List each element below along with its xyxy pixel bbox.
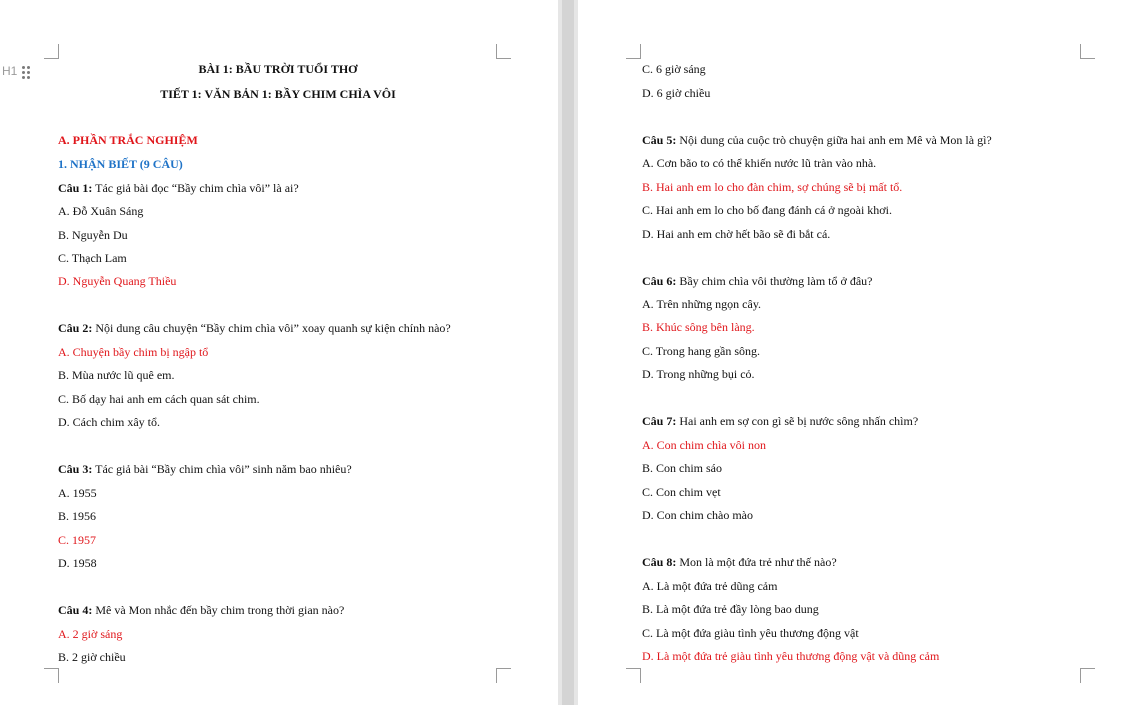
margin-corner-mark (496, 668, 511, 683)
answer-option: B. 2 giờ chiều (58, 650, 126, 664)
document-title: BÀI 1: BẦU TRỜI TUỔI THƠ (198, 62, 358, 76)
document-page-left (0, 0, 558, 705)
correct-answer-option: B. Khúc sông bên làng. (642, 320, 755, 334)
answer-option: D. Trong những bụi cỏ. (642, 367, 755, 381)
correct-answer-option: A. Con chim chìa vôi non (642, 438, 766, 452)
question-text: Mê và Mon nhắc đến bầy chim trong thời gian nào? (92, 603, 345, 617)
question-2 (58, 321, 451, 335)
answer-option: C. Trong hang gần sông. (642, 344, 761, 358)
question-text: Tác giả bài “Bầy chim chìa vôi” sinh năm bao nhiêu? (92, 462, 352, 476)
question-text: Nội dung của cuộc trò chuyện giữa hai anh em Mê và Mon là gì? (676, 133, 992, 147)
answer-option: A. Cơn bão to có thể khiến nước lũ tràn vào nhà. (642, 156, 877, 170)
answer-option: B. Con chim sáo (642, 461, 722, 475)
correct-answer-option: A. Chuyện bầy chim bị ngập tổ (58, 345, 209, 359)
page-gutter (562, 0, 574, 705)
answer-option: A. 1955 (58, 486, 97, 500)
question-label: Câu 2: (58, 321, 93, 335)
question-label: Câu 6: (642, 274, 677, 288)
question-7 (642, 414, 918, 428)
section-heading: A. PHẦN TRẮC NGHIỆM (58, 133, 198, 147)
question-text: Nội dung câu chuyện “Bầy chim chìa vôi” xoay quanh sự kiện chính nào? (92, 321, 451, 335)
question-label: Câu 3: (58, 462, 93, 476)
question-6 (642, 274, 873, 288)
answer-option: C. Thạch Lam (58, 251, 127, 265)
answer-option: C. Bố dạy hai anh em cách quan sát chim. (58, 392, 260, 406)
question-label: Câu 8: (642, 555, 677, 569)
drag-handle-icon[interactable] (22, 64, 32, 78)
question-label: Câu 7: (642, 414, 677, 428)
question-text: Bầy chim chìa vôi thường làm tổ ở đâu? (676, 274, 873, 288)
answer-option: B. Là một đứa trẻ đầy lòng bao dung (642, 602, 819, 616)
answer-option: C. Là một đứa giàu tình yêu thương động vật (642, 626, 859, 640)
document-subtitle: TIẾT 1: VĂN BẢN 1: BẦY CHIM CHÌA VÔI (160, 87, 396, 101)
answer-option: D. 6 giờ chiều (642, 86, 711, 100)
answer-option: C. Con chim vẹt (642, 485, 721, 499)
answer-option: C. Hai anh em lo cho bố đang đánh cá ở ngoài khơi. (642, 203, 892, 217)
question-text: Mon là một đứa trẻ như thế nào? (676, 555, 837, 569)
question-5 (642, 133, 992, 147)
heading-style-marker: H1 (2, 64, 18, 78)
answer-option: D. Hai anh em chờ hết bão sẽ đi bắt cá. (642, 227, 831, 241)
correct-answer-option: B. Hai anh em lo cho đàn chim, sợ chúng sẽ bị mất tổ. (642, 180, 903, 194)
margin-corner-mark (626, 44, 641, 59)
question-label: Câu 4: (58, 603, 93, 617)
question-3 (58, 462, 352, 476)
correct-answer-option: D. Nguyễn Quang Thiều (58, 274, 177, 288)
answer-option: D. Cách chim xây tổ. (58, 415, 160, 429)
answer-option: B. 1956 (58, 509, 97, 523)
answer-option: A. Trên những ngọn cây. (642, 297, 762, 311)
correct-answer-option: C. 1957 (58, 533, 97, 547)
correct-answer-option: A. 2 giờ sáng (58, 627, 123, 641)
subsection-heading: 1. NHẬN BIẾT (9 CÂU) (58, 157, 183, 171)
question-text: Tác giả bài đọc “Bầy chim chìa vôi” là ai? (92, 181, 299, 195)
question-8 (642, 555, 837, 569)
margin-corner-mark (496, 44, 511, 59)
answer-option: D. Con chim chào mào (642, 508, 753, 522)
answer-option: B. Mùa nước lũ quê em. (58, 368, 175, 382)
margin-corner-mark (44, 44, 59, 59)
document-page-right (578, 0, 1128, 705)
question-4 (58, 603, 344, 617)
question-label: Câu 1: (58, 181, 93, 195)
question-1 (58, 181, 299, 195)
answer-option: B. Nguyễn Du (58, 228, 128, 242)
margin-corner-mark (44, 668, 59, 683)
correct-answer-option: D. Là một đứa trẻ giàu tình yêu thương động vật và dũng cảm (642, 649, 940, 663)
answer-option: A. Đỗ Xuân Sáng (58, 204, 144, 218)
margin-corner-mark (1080, 44, 1095, 59)
margin-corner-mark (1080, 668, 1095, 683)
question-text: Hai anh em sợ con gì sẽ bị nước sông nhấn chìm? (676, 414, 919, 428)
margin-corner-mark (626, 668, 641, 683)
answer-option: A. Là một đứa trẻ dũng cảm (642, 579, 778, 593)
answer-option: C. 6 giờ sáng (642, 62, 706, 76)
question-label: Câu 5: (642, 133, 677, 147)
answer-option: D. 1958 (58, 556, 97, 570)
